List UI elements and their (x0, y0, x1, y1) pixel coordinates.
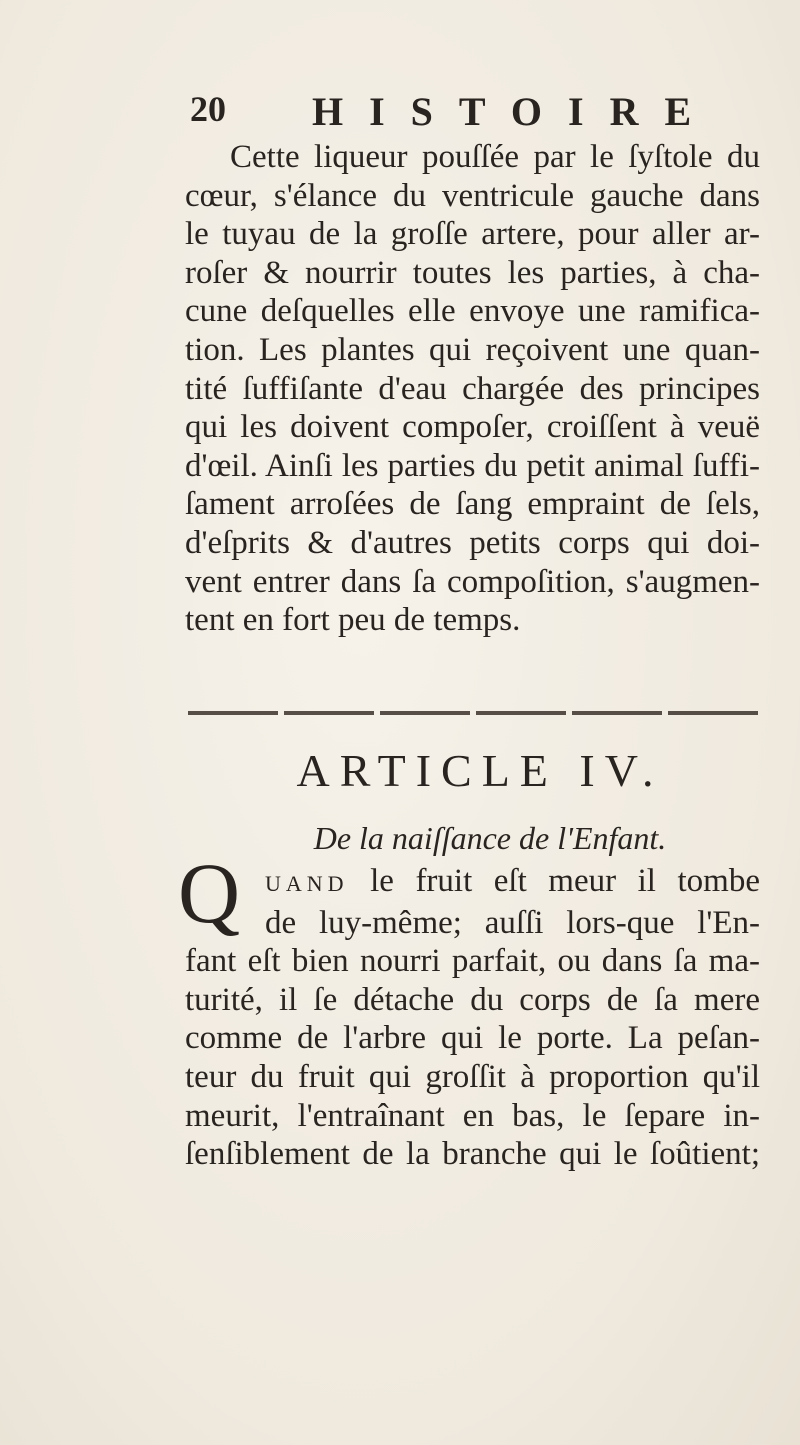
article-heading: ARTICLE IV. (296, 745, 664, 796)
first-word-smallcaps: UAND (265, 871, 349, 896)
text-line: d'eſprits & d'autres petits corps qui doi- (185, 524, 760, 561)
text-line: cune deſquelles elle envoye une ramifica- (185, 293, 760, 330)
text-line (185, 862, 760, 904)
text-line: qui les doivent compoſer, croiſſent à veuë (185, 409, 760, 446)
text-line: Cette liqueur pouſſée par le ſyſtole du (230, 139, 760, 175)
text-line: ſenſiblement de la branche qui le ſoûtient; (185, 1136, 760, 1173)
text-line: fant eſt bien nourri parfait, ou dans ſa ma- (185, 943, 760, 980)
text-line: turité, il ſe détache du corps de ſa mere (185, 981, 760, 1018)
text-line: roſer & nourrir toutes les parties, à cha- (185, 254, 760, 291)
article-subheading: De la naiſſance de l'Enfant. (313, 820, 667, 856)
text-line: teur du fruit qui groſſit à proportion qu'il (185, 1058, 760, 1095)
text-line: cœur, s'élance du ventricule gauche dans (185, 177, 760, 214)
text-line: tité ſuffiſante d'eau chargée des principes (185, 370, 760, 407)
paragraph-2 (185, 862, 760, 1174)
text-line: meurit, l'entraînant en bas, le ſepare in- (185, 1097, 760, 1134)
text-fragment: le fruit eſt meur il tombe (348, 863, 760, 899)
text-line: ſament arroſées de ſang empraint de ſels, (185, 486, 760, 523)
text-line: tion. Les plantes qui reçoivent une quan- (185, 331, 760, 368)
text-line: d'œil. Ainſi les parties du petit animal ſuffi- (185, 447, 760, 484)
page-number: 20 (190, 89, 226, 129)
text-line: le tuyau de la groſſe artere, pour aller ar- (185, 216, 760, 253)
text-line: de luy-même; auſſi lors-que l'En- (265, 904, 760, 941)
ornamental-rule (188, 711, 763, 715)
text-line: tent en fort peu de temps. (185, 602, 521, 639)
running-header (190, 88, 718, 134)
paragraph-1 (185, 138, 760, 640)
running-title: HISTOIRE (312, 89, 718, 134)
text-line: comme de l'arbre qui le porte. La peſan- (185, 1020, 760, 1057)
text-line: vent entrer dans ſa compoſition, s'augmen- (185, 563, 760, 600)
drop-cap: Q (178, 845, 241, 941)
